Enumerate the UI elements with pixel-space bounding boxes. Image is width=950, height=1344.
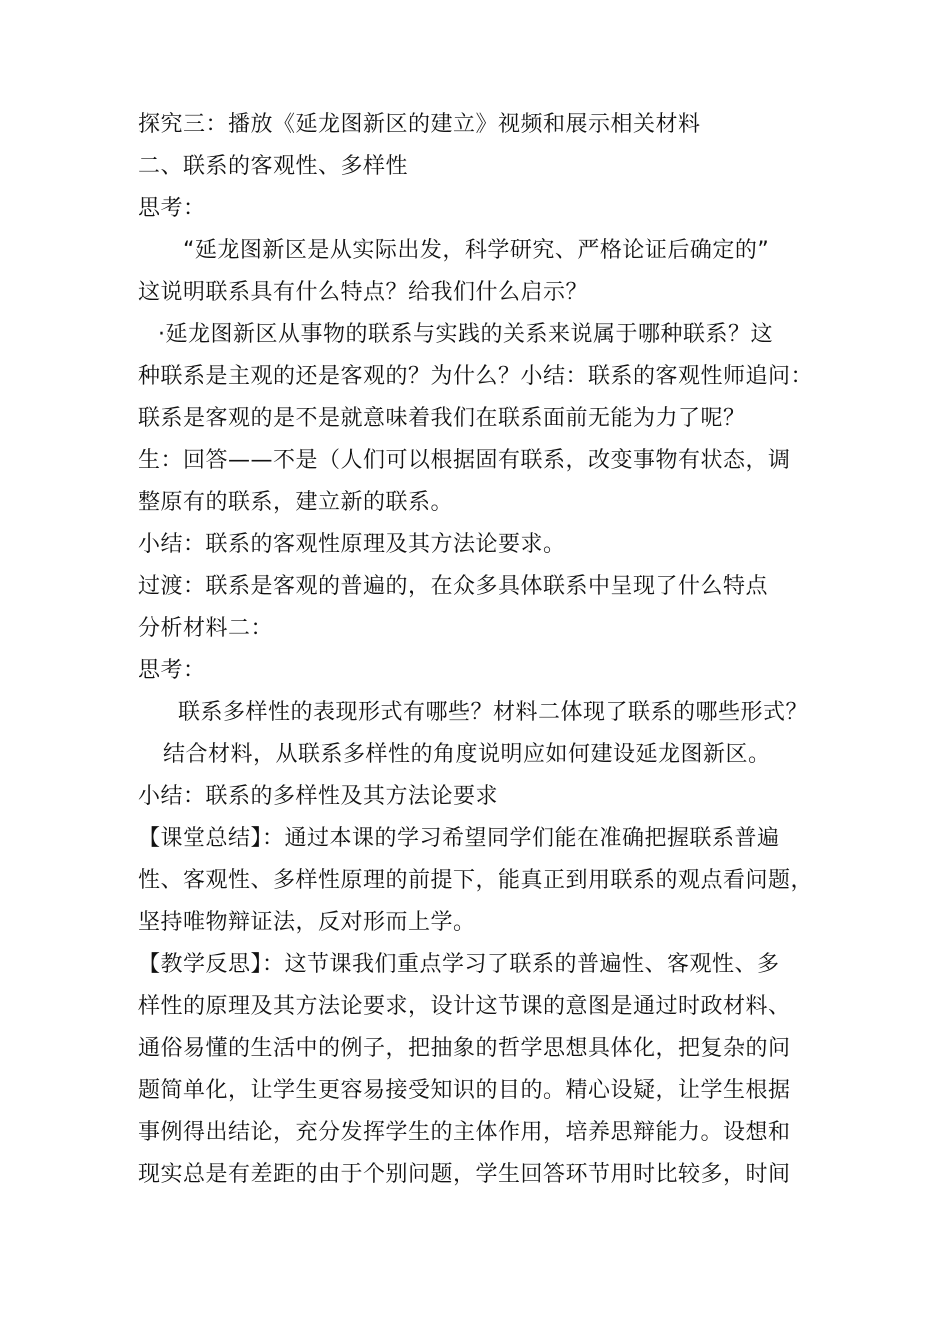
reflection-line-5: 事例得出结论，充分发挥学生的主体作用，培养思辩能力。设想和 (138, 1120, 791, 1145)
question-line-3: 种联系是主观的还是客观的？为什么？小结：联系的客观性师追问： (138, 364, 814, 389)
summary-line-2: 小结：联系的多样性及其方法论要求 (138, 784, 499, 809)
summary-line-1: 小结：联系的客观性原理及其方法论要求。 (138, 532, 566, 557)
analysis-line: 分析材料二： (138, 616, 274, 641)
answer-line-2: 整原有的联系，建立新的联系。 (138, 490, 454, 515)
think-label-1: 思考： (138, 196, 206, 221)
reflection-line-3: 通俗易懂的生活中的例子，把抽象的哲学思想具体化，把复杂的问 (138, 1036, 791, 1061)
section-heading-2: 二、联系的客观性、多样性 (138, 154, 409, 179)
reflection-line-4: 题简单化，让学生更容易接受知识的目的。精心设疑，让学生根据 (138, 1078, 791, 1103)
reflection-line-1: 【教学反思】：这节课我们重点学习了联系的普遍性、客观性、多 (138, 952, 780, 977)
question-line-5: 联系多样性的表现形式有哪些？材料二体现了联系的哪些形式？ (178, 700, 809, 725)
section-heading-explore-3: 探究三：播放《延龙图新区的建立》视频和展示相关材料 (138, 112, 701, 137)
class-summary-line-2: 性、客观性、多样性原理的前提下，能真正到用联系的观点看问题， (138, 868, 814, 893)
reflection-line-2: 样性的原理及其方法论要求，设计这节课的意图是通过时政材料、 (138, 994, 791, 1019)
class-summary-line-1: 【课堂总结】：通过本课的学习希望同学们能在准确把握联系普遍 (138, 826, 780, 851)
question-line-4: 联系是客观的是不是就意味着我们在联系面前无能为力了呢？ (138, 406, 746, 431)
quote-line: “延龙图新区是从实际出发，科学研究、严格论证后确定的” (183, 238, 770, 263)
question-line-6: 结合材料，从联系多样性的角度说明应如何建设延龙图新区。 (163, 742, 771, 767)
class-summary-line-3: 坚持唯物辩证法，反对形而上学。 (138, 910, 476, 935)
question-line-1: 这说明联系具有什么特点？给我们什么启示？ (138, 280, 589, 305)
answer-line-1: 生：回答——不是（人们可以根据固有联系，改变事物有状态，调 (138, 448, 791, 473)
transition-line: 过渡：联系是客观的普遍的，在众多具体联系中呈现了什么特点 (138, 574, 769, 599)
reflection-line-6: 现实总是有差距的由于个别问题，学生回答环节用时比较多，时间 (138, 1162, 791, 1187)
question-line-2: ·延龙图新区从事物的联系与实践的关系来说属于哪种联系？这 (158, 322, 773, 347)
think-label-2: 思考： (138, 658, 206, 683)
